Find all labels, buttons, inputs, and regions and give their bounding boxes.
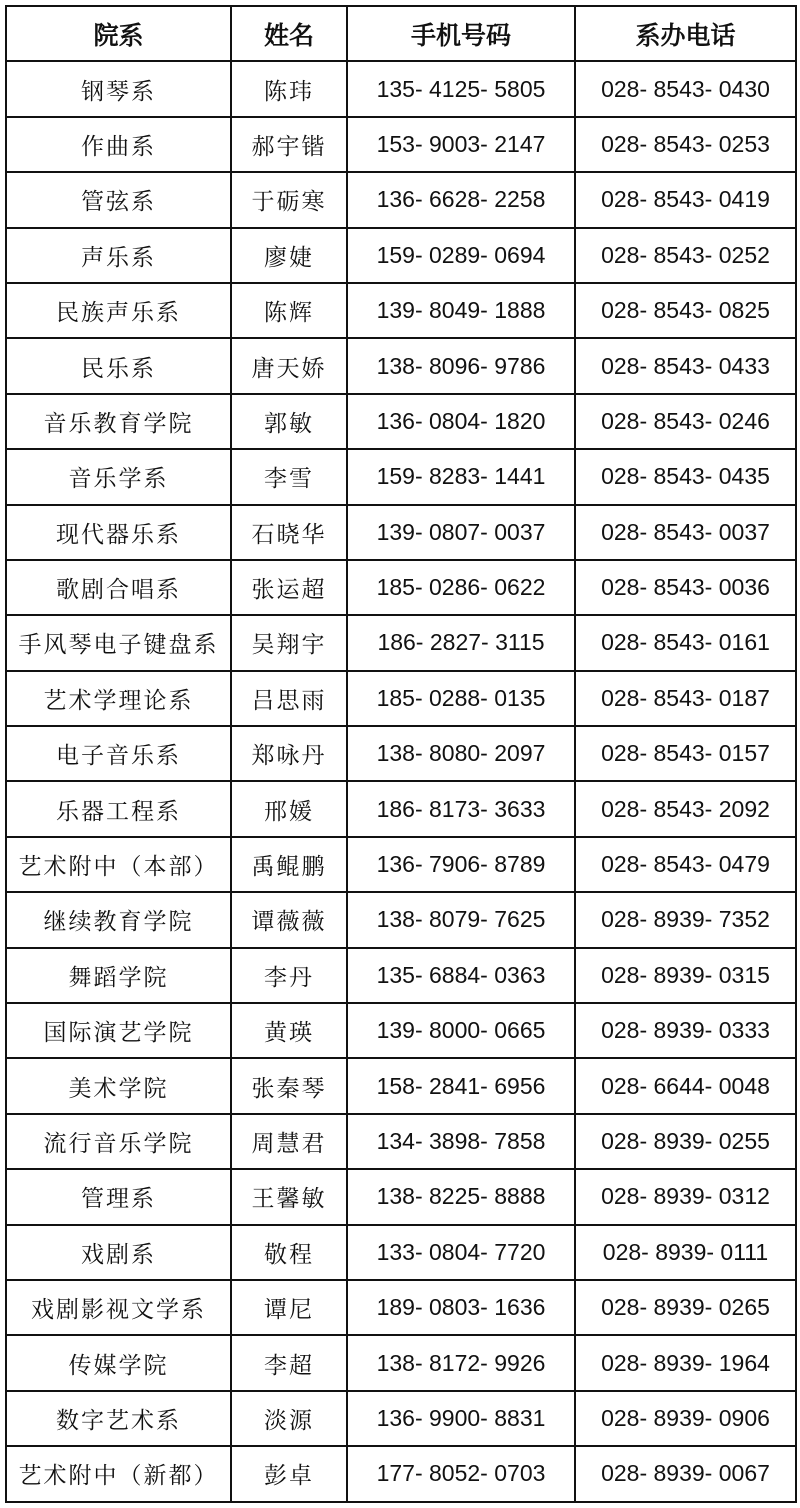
office-phone-cell: 028- 8543- 2092	[575, 781, 796, 836]
contact-name-cell: 唐天娇	[231, 338, 347, 393]
table-row	[6, 615, 796, 670]
office-phone-cell: 028- 8939- 1964	[575, 1335, 796, 1390]
office-phone-cell: 028- 8543- 0246	[575, 394, 796, 449]
contact-name-cell: 吴翔宇	[231, 615, 347, 670]
mobile-cell: 139- 8049- 1888	[347, 283, 575, 338]
office-phone-cell: 028- 6644- 0048	[575, 1058, 796, 1113]
header-department: 院系	[6, 6, 231, 61]
mobile-cell: 136- 9900- 8831	[347, 1391, 575, 1446]
office-phone-cell: 028- 8939- 0315	[575, 948, 796, 1003]
office-phone-cell: 028- 8543- 0430	[575, 61, 796, 116]
mobile-cell: 153- 9003- 2147	[347, 117, 575, 172]
contact-name-cell: 敬程	[231, 1225, 347, 1280]
department-cell: 管弦系	[6, 172, 231, 227]
department-cell: 戏剧影视文学系	[6, 1280, 231, 1335]
table-row	[6, 1114, 796, 1169]
table-row	[6, 1169, 796, 1224]
table-row	[6, 837, 796, 892]
header-office-phone: 系办电话	[575, 6, 796, 61]
contact-name-cell: 黄瑛	[231, 1003, 347, 1058]
mobile-cell: 158- 2841- 6956	[347, 1058, 575, 1113]
table-row	[6, 726, 796, 781]
table-row	[6, 172, 796, 227]
office-phone-cell: 028- 8543- 0419	[575, 172, 796, 227]
table-row	[6, 117, 796, 172]
department-cell: 作曲系	[6, 117, 231, 172]
office-phone-cell: 028- 8543- 0157	[575, 726, 796, 781]
header-row	[6, 6, 796, 61]
mobile-cell: 185- 0286- 0622	[347, 560, 575, 615]
office-phone-cell: 028- 8543- 0435	[575, 449, 796, 504]
office-phone-cell: 028- 8543- 0161	[575, 615, 796, 670]
table-row	[6, 892, 796, 947]
department-cell: 手风琴电子键盘系	[6, 615, 231, 670]
department-cell: 继续教育学院	[6, 892, 231, 947]
department-cell: 流行音乐学院	[6, 1114, 231, 1169]
table-row	[6, 449, 796, 504]
office-phone-cell: 028- 8939- 0255	[575, 1114, 796, 1169]
mobile-cell: 139- 8000- 0665	[347, 1003, 575, 1058]
mobile-cell: 138- 8172- 9926	[347, 1335, 575, 1390]
contact-name-cell: 谭薇薇	[231, 892, 347, 947]
table-row	[6, 560, 796, 615]
table-row	[6, 394, 796, 449]
contact-name-cell: 邢媛	[231, 781, 347, 836]
contact-name-cell: 郑咏丹	[231, 726, 347, 781]
department-cell: 歌剧合唱系	[6, 560, 231, 615]
contact-name-cell: 张运超	[231, 560, 347, 615]
department-cell: 电子音乐系	[6, 726, 231, 781]
department-cell: 民乐系	[6, 338, 231, 393]
contact-name-cell: 谭尼	[231, 1280, 347, 1335]
department-cell: 国际演艺学院	[6, 1003, 231, 1058]
department-cell: 美术学院	[6, 1058, 231, 1113]
contact-name-cell: 石晓华	[231, 505, 347, 560]
table-row	[6, 1280, 796, 1335]
department-cell: 艺术附中（新都）	[6, 1446, 231, 1501]
office-phone-cell: 028- 8543- 0036	[575, 560, 796, 615]
contact-name-cell: 吕思雨	[231, 671, 347, 726]
table-row	[6, 61, 796, 116]
department-cell: 民族声乐系	[6, 283, 231, 338]
contact-name-cell: 陈辉	[231, 283, 347, 338]
contact-name-cell: 郭敏	[231, 394, 347, 449]
table-row	[6, 338, 796, 393]
header-name: 姓名	[231, 6, 347, 61]
department-cell: 管理系	[6, 1169, 231, 1224]
mobile-cell: 177- 8052- 0703	[347, 1446, 575, 1501]
office-phone-cell: 028- 8543- 0253	[575, 117, 796, 172]
mobile-cell: 139- 0807- 0037	[347, 505, 575, 560]
contact-name-cell: 廖婕	[231, 228, 347, 283]
department-cell: 数字艺术系	[6, 1391, 231, 1446]
mobile-cell: 136- 0804- 1820	[347, 394, 575, 449]
table-row	[6, 1446, 796, 1501]
table-body	[6, 61, 796, 1501]
mobile-cell: 186- 8173- 3633	[347, 781, 575, 836]
mobile-cell: 134- 3898- 7858	[347, 1114, 575, 1169]
table-row	[6, 671, 796, 726]
mobile-cell: 136- 7906- 8789	[347, 837, 575, 892]
table-row	[6, 283, 796, 338]
contact-name-cell: 于砺寒	[231, 172, 347, 227]
table-row	[6, 1225, 796, 1280]
table-row	[6, 1058, 796, 1113]
mobile-cell: 159- 0289- 0694	[347, 228, 575, 283]
department-cell: 戏剧系	[6, 1225, 231, 1280]
department-cell: 音乐教育学院	[6, 394, 231, 449]
table-row	[6, 1335, 796, 1390]
contact-name-cell: 淡源	[231, 1391, 347, 1446]
department-cell: 现代器乐系	[6, 505, 231, 560]
contact-name-cell: 李丹	[231, 948, 347, 1003]
mobile-cell: 186- 2827- 3115	[347, 615, 575, 670]
office-phone-cell: 028- 8939- 0265	[575, 1280, 796, 1335]
office-phone-cell: 028- 8543- 0252	[575, 228, 796, 283]
office-phone-cell: 028- 8939- 0312	[575, 1169, 796, 1224]
office-phone-cell: 028- 8543- 0433	[575, 338, 796, 393]
table-row	[6, 781, 796, 836]
mobile-cell: 135- 4125- 5805	[347, 61, 575, 116]
table-row	[6, 1003, 796, 1058]
contact-name-cell: 张秦琴	[231, 1058, 347, 1113]
mobile-cell: 185- 0288- 0135	[347, 671, 575, 726]
department-cell: 钢琴系	[6, 61, 231, 116]
contact-name-cell: 彭卓	[231, 1446, 347, 1501]
department-cell: 乐器工程系	[6, 781, 231, 836]
office-phone-cell: 028- 8939- 0067	[575, 1446, 796, 1501]
department-cell: 传媒学院	[6, 1335, 231, 1390]
header-mobile: 手机号码	[347, 6, 575, 61]
mobile-cell: 138- 8096- 9786	[347, 338, 575, 393]
table-row	[6, 1391, 796, 1446]
table-header	[6, 6, 796, 61]
office-phone-cell: 028- 8543- 0479	[575, 837, 796, 892]
mobile-cell: 159- 8283- 1441	[347, 449, 575, 504]
contact-name-cell: 周慧君	[231, 1114, 347, 1169]
office-phone-cell: 028- 8939- 0906	[575, 1391, 796, 1446]
contact-name-cell: 陈玮	[231, 61, 347, 116]
contact-table	[5, 5, 797, 1503]
mobile-cell: 136- 6628- 2258	[347, 172, 575, 227]
office-phone-cell: 028- 8543- 0825	[575, 283, 796, 338]
table-row	[6, 505, 796, 560]
department-cell: 艺术附中（本部）	[6, 837, 231, 892]
department-cell: 音乐学系	[6, 449, 231, 504]
contact-name-cell: 李超	[231, 1335, 347, 1390]
office-phone-cell: 028- 8543- 0037	[575, 505, 796, 560]
office-phone-cell: 028- 8543- 0187	[575, 671, 796, 726]
mobile-cell: 133- 0804- 7720	[347, 1225, 575, 1280]
contact-name-cell: 李雪	[231, 449, 347, 504]
office-phone-cell: 028- 8939- 0333	[575, 1003, 796, 1058]
office-phone-cell: 028- 8939- 0111	[575, 1225, 796, 1280]
mobile-cell: 138- 8080- 2097	[347, 726, 575, 781]
department-cell: 艺术学理论系	[6, 671, 231, 726]
contact-name-cell: 郝宇锴	[231, 117, 347, 172]
mobile-cell: 138- 8079- 7625	[347, 892, 575, 947]
mobile-cell: 138- 8225- 8888	[347, 1169, 575, 1224]
contact-name-cell: 王馨敏	[231, 1169, 347, 1224]
mobile-cell: 135- 6884- 0363	[347, 948, 575, 1003]
contact-name-cell: 禹鲲鹏	[231, 837, 347, 892]
office-phone-cell: 028- 8939- 7352	[575, 892, 796, 947]
mobile-cell: 189- 0803- 1636	[347, 1280, 575, 1335]
table-row	[6, 228, 796, 283]
table-row	[6, 948, 796, 1003]
department-cell: 舞蹈学院	[6, 948, 231, 1003]
department-cell: 声乐系	[6, 228, 231, 283]
